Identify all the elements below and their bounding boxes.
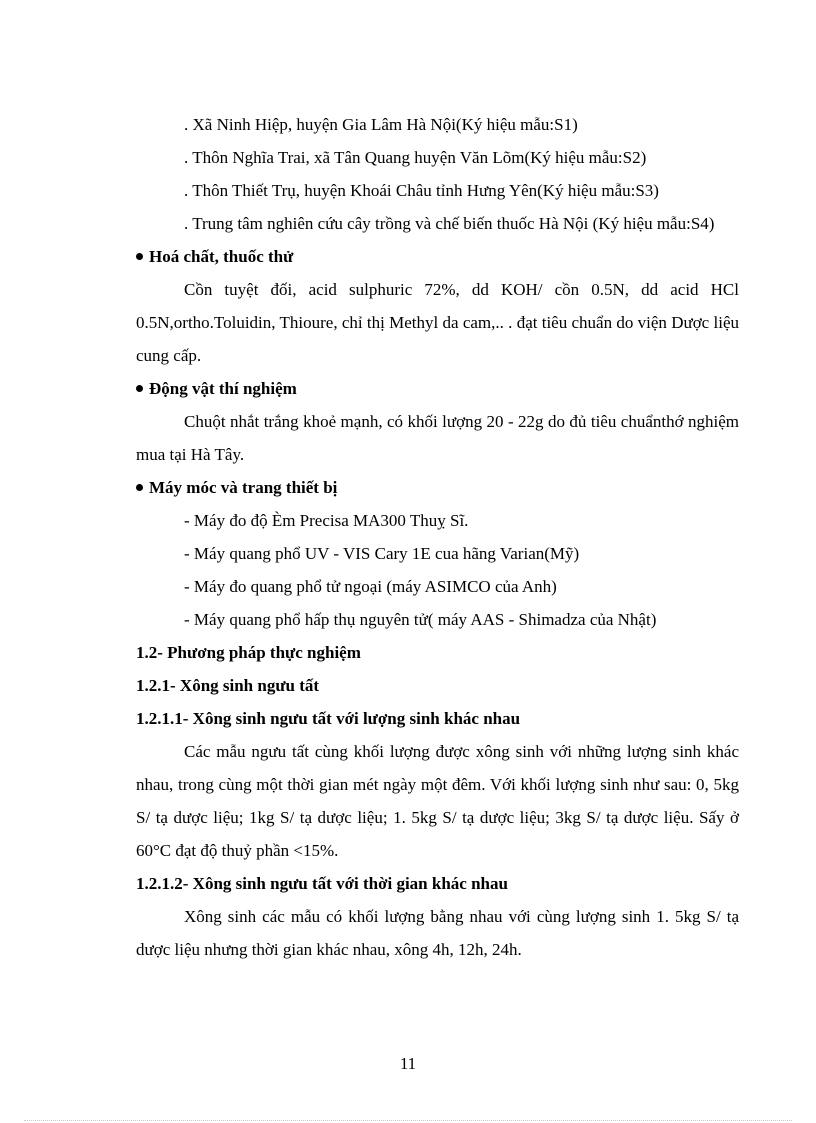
equipment-heading: Máy móc và trang thiết bị <box>149 478 338 497</box>
section-heading-1-2-1-1: 1.2.1.1- Xông sinh ngưu tất với lượng sinh khác nhau <box>136 709 521 728</box>
equipment-item-2: - Máy quang phổ UV - VIS Cary 1E cua hãng Varian(Mỹ) <box>184 544 580 563</box>
section-1-2-1-1-paragraph: Các mẫu ngưu tất cùng khối lượng được xông sinh với những lượng sinh khác nhau, trong cùng một thời gian mét ngày một đêm. Với khối lượng sinh như sau: 0, 5kg S/ tạ dược liệu; 1kg S/ tạ dược liệu; 1. 5kg S/ tạ dược liệu; 3kg S/ tạ dược liệu. Sấy ở 60°C đạt độ thuỷ phần <15%. <box>136 742 739 860</box>
sample-site-2: . Thôn Nghĩa Trai, xã Tân Quang huyện Văn Lõm(Ký hiệu mẫu:S2) <box>184 148 647 167</box>
equipment-item-3: - Máy đo quang phổ tử ngoại (máy ASIMCO của Anh) <box>184 577 557 596</box>
page-number: 11 <box>399 1054 417 1073</box>
sample-site-3: . Thôn Thiết Trụ, huyện Khoái Châu tỉnh Hưng Yên(Ký hiệu mẫu:S3) <box>184 181 659 200</box>
sample-site-1: . Xã Ninh Hiệp, huyện Gia Lâm Hà Nội(Ký hiệu mẫu:S1) <box>184 115 578 134</box>
chemicals-heading-row <box>136 240 739 273</box>
document-body <box>136 108 739 966</box>
section-heading-1-2: 1.2- Phương pháp thực nghiệm <box>136 643 361 662</box>
bullet-icon <box>136 253 143 260</box>
animals-heading-row <box>136 372 739 405</box>
section-heading-1-2-1: 1.2.1- Xông sinh ngưu tất <box>136 676 320 695</box>
section-1-2-1-2-paragraph: Xông sinh các mẫu có khối lượng bằng nhau với cùng lượng sinh 1. 5kg S/ tạ dược liệu nhưng thời gian khác nhau, xông 4h, 12h, 24h. <box>136 907 739 959</box>
chemicals-paragraph: Cồn tuyệt đối, acid sulphuric 72%, dd KOH/ cồn 0.5N, dd acid HCl 0.5N,ortho.Toluidin, Thioure, chỉ thị Methyl da cam,.. . đạt tiêu chuẩn do viện Dược liệu cung cấp. <box>136 280 739 365</box>
bullet-icon <box>136 385 143 392</box>
animals-heading: Động vật thí nghiệm <box>149 379 297 398</box>
page-bottom-divider <box>24 1120 792 1121</box>
bullet-icon <box>136 484 143 491</box>
animals-paragraph: Chuột nhắt trắng khoẻ mạnh, có khối lượng 20 - 22g do đủ tiêu chuẩnthớ nghiệm mua tại Hà Tây. <box>136 412 739 464</box>
section-heading-1-2-1-2: 1.2.1.2- Xông sinh ngưu tất với thời gian khác nhau <box>136 874 508 893</box>
equipment-heading-row <box>136 471 739 504</box>
sample-site-4: . Trung tâm nghiên cứu cây trồng và chế biến thuốc Hà Nội (Ký hiệu mẫu:S4) <box>184 214 715 233</box>
chemicals-heading: Hoá chất, thuốc thử <box>149 247 294 266</box>
equipment-item-1: - Máy đo độ Èm Precisa MA300 Thuỵ Sĩ. <box>184 511 469 530</box>
equipment-item-4: - Máy quang phổ hấp thụ nguyên tử( máy AAS - Shimadza của Nhật) <box>184 610 657 629</box>
